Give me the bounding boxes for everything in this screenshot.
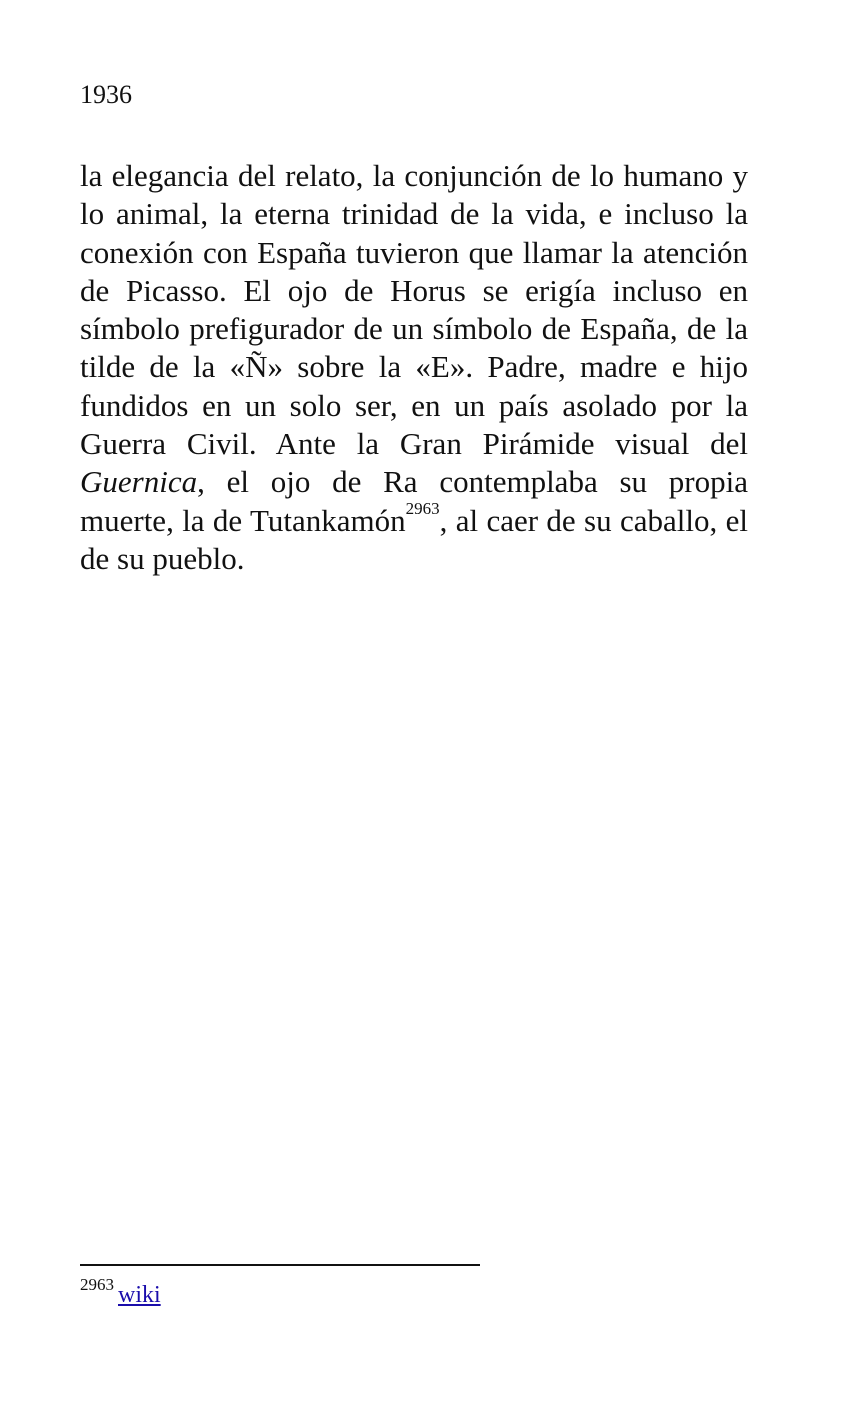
paragraph-text-part3: , al caer de su caballo, el de su pueblo. xyxy=(80,502,748,576)
artwork-title-italic: Guernica xyxy=(80,464,198,500)
footnote-divider xyxy=(80,1264,480,1266)
footnote-reference[interactable]: 2963 xyxy=(405,498,440,518)
paragraph-text-part2: , el ojo de Ra contemplaba su propia muerte, la de Tutankamón xyxy=(80,464,748,538)
page-header-year: 1936 xyxy=(80,80,132,109)
footnote-number: 2963 xyxy=(80,1275,114,1294)
footnote xyxy=(80,1275,161,1312)
footnote-wiki-link[interactable]: wiki xyxy=(118,1282,161,1308)
paragraph-text-part1: la elegancia del relato, la conjunción de lo humano y lo animal, la eterna trinidad de la vida, e incluso la conexión con España tuvieron que llamar la atención de Picasso. El ojo de Horus se erigía incluso en símbolo prefigurador de un símbolo de España, de la tilde de la «Ñ» sobre la «E». Padre, madre e hijo fundidos en un solo ser, en un país asolado por la Guerra Civil. Ante la Gran Pirámide visual del xyxy=(80,158,748,462)
body-paragraph xyxy=(80,157,748,578)
